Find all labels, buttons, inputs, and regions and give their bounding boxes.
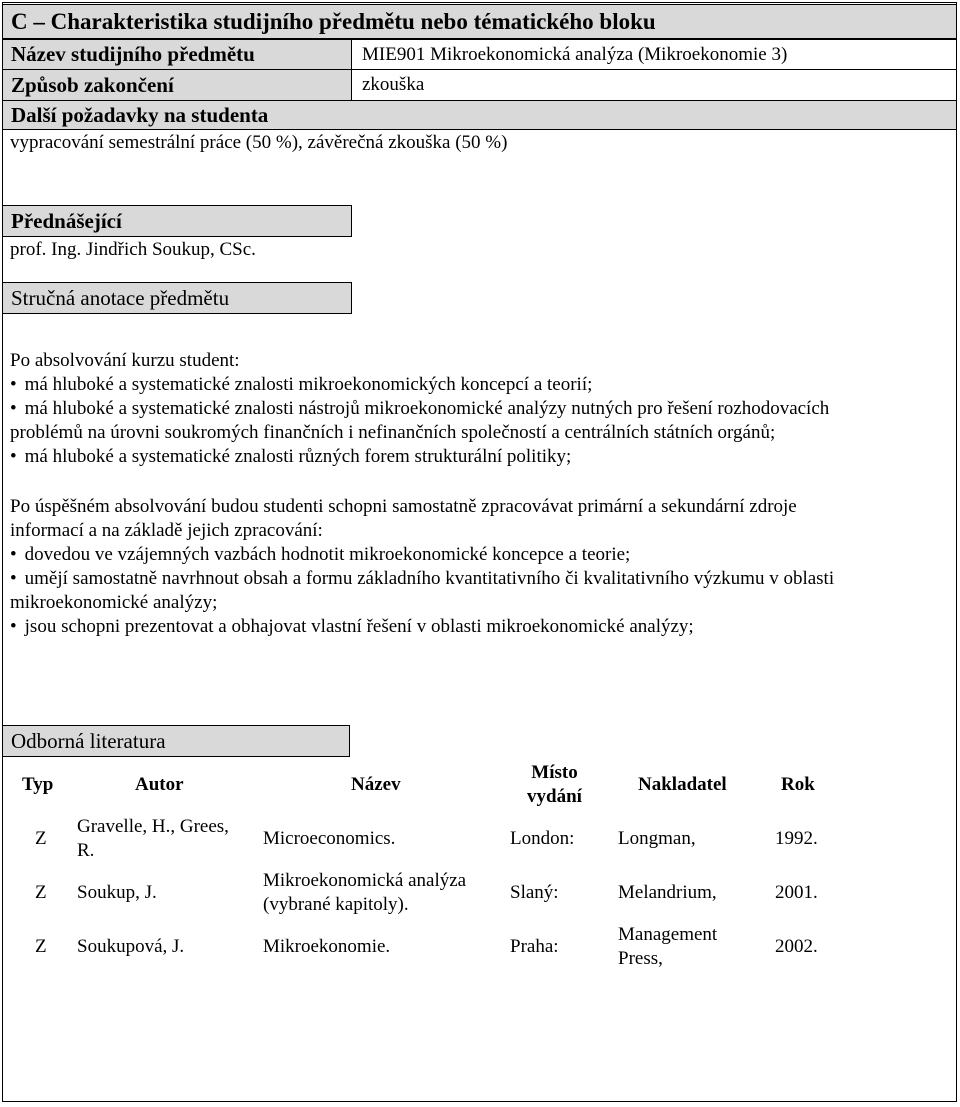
- outcome-bullet-continuation: mikroekonomické analýzy;: [10, 592, 218, 613]
- section-title-text: C – Charakteristika studijního předmětu nebo tématického bloku: [11, 8, 656, 34]
- bib-row-3-title: Mikroekonomie.: [263, 936, 391, 957]
- bib-row-2-year: 2001.: [775, 882, 818, 903]
- bib-row-1-type: Z: [35, 828, 47, 849]
- bib-row-3-place: Praha:: [510, 936, 559, 957]
- bib-row-2-place: Slaný:: [510, 882, 559, 903]
- lecturer-label: [2, 205, 352, 237]
- col-header-publisher: Nakladatel: [638, 774, 727, 795]
- course-name-label-text: Název studijního předmětu: [11, 42, 255, 66]
- annotation-text: [10, 349, 950, 469]
- literature-label: [2, 725, 350, 757]
- outcome-bullet: • dovedou ve vzájemných vazbách hodnotit mikroekonomické koncepce a teorie;: [10, 543, 950, 567]
- annotation-bullet-continuation: problémů na úrovni soukromých finančních i nefinančních společností a centrálních státních orgánů;: [10, 422, 776, 443]
- bib-row-2-title: [263, 869, 466, 917]
- outcomes-intro-line1: Po úspěšném absolvování budou studenti schopni samostatně zpracovávat primární a sekundární zdroje: [10, 496, 797, 517]
- bib-row-3-publisher-line2: Press,: [618, 948, 663, 969]
- completion-label-text: Způsob zakončení: [11, 72, 174, 97]
- requirements-value: vypracování semestrální práce (50 %), závěrečná zkouška (50 %): [10, 132, 508, 153]
- lecturer-value: prof. Ing. Jindřich Soukup, CSc.: [10, 239, 256, 260]
- completion-label: [2, 69, 352, 101]
- annotation-bullet: • má hluboké a systematické znalosti různých forem strukturální politiky;: [10, 445, 950, 469]
- bib-row-1-place: London:: [510, 828, 575, 849]
- bib-row-2-author: Soukup, J.: [77, 882, 157, 903]
- col-header-place-line2: vydání: [527, 786, 582, 807]
- annotation-bullet: • má hluboké a systematické znalosti nástrojů mikroekonomické analýzy nutných pro řešení rozhodovacích: [10, 397, 950, 421]
- bib-row-2-publisher: Melandrium,: [618, 882, 717, 903]
- bib-row-1-author-line2: R.: [77, 840, 95, 861]
- bib-row-1-title: Microeconomics.: [263, 828, 396, 849]
- lecturer-label-text: Přednášející: [11, 208, 122, 233]
- annotation-label: [2, 282, 352, 314]
- bib-row-1-publisher: Longman,: [618, 828, 696, 849]
- annotation-label-text: Stručná anotace předmětu: [11, 285, 230, 310]
- col-header-type: Typ: [22, 774, 54, 795]
- completion-value-text: zkouška: [362, 74, 425, 95]
- bib-row-3-publisher-line1: Management: [618, 924, 718, 945]
- col-header-author: Autor: [135, 774, 184, 795]
- outcome-bullet: • umějí samostatně navrhnout obsah a formu základního kvantitativního či kvalitativního výzkumu v oblasti: [10, 567, 950, 591]
- bib-row-2-type: Z: [35, 882, 47, 903]
- bib-row-1-author-line1: Gravelle, H., Grees,: [77, 816, 229, 837]
- annotation-bullet: • má hluboké a systematické znalosti mikroekonomických koncepcí a teorií;: [10, 373, 950, 397]
- bib-row-3-type: Z: [35, 936, 47, 957]
- bib-row-3-year: 2002.: [775, 936, 818, 957]
- bib-row-2-title-line1: Mikroekonomická analýza: [263, 870, 467, 891]
- section-title: [2, 4, 957, 39]
- requirements-label: [2, 100, 957, 130]
- completion-value: [351, 69, 957, 101]
- bib-row-3-publisher: [618, 923, 717, 971]
- annotation-intro: Po absolvování kurzu student:: [10, 350, 240, 371]
- outcomes-text: [10, 495, 950, 639]
- col-header-title: Název: [351, 774, 401, 795]
- literature-label-text: Odborná literatura: [11, 728, 166, 753]
- course-name-label: [2, 39, 352, 70]
- bib-row-1-author: [77, 815, 229, 863]
- bib-row-2-title-line2: (vybrané kapitoly).: [263, 894, 409, 915]
- col-header-year: Rok: [781, 774, 815, 795]
- col-header-place: [522, 761, 587, 809]
- course-name-value: [351, 39, 957, 70]
- bib-row-3-author: Soukupová, J.: [77, 936, 185, 957]
- outcome-bullet: • jsou schopni prezentovat a obhajovat vlastní řešení v oblasti mikroekonomické analýzy;: [10, 615, 950, 639]
- outcomes-intro-line2: informací a na základě jejich zpracování:: [10, 520, 323, 541]
- bib-row-1-year: 1992.: [775, 828, 818, 849]
- col-header-place-line1: Místo: [531, 762, 578, 783]
- requirements-label-text: Další požadavky na studenta: [11, 102, 269, 127]
- course-name-value-text: MIE901 Mikroekonomická analýza (Mikroekonomie 3): [362, 43, 788, 65]
